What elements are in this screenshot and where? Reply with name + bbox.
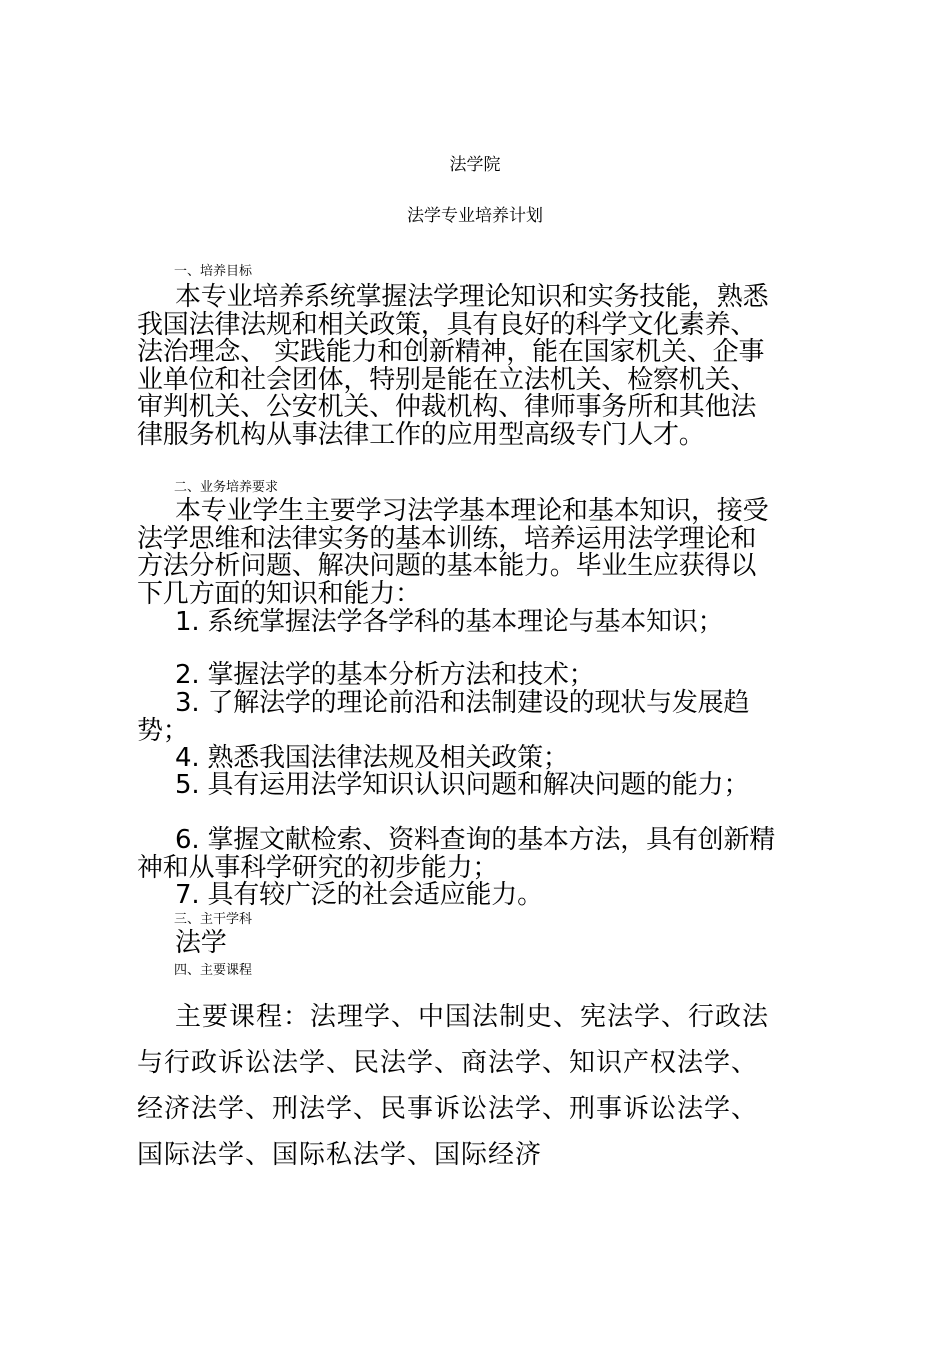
requirement-item: 7. 具有较广泛的社会适应能力。	[175, 880, 543, 910]
section-body-courses: 主要课程：法理学、中国法制史、宪法学、行政法与行政诉讼法学、民法学、商法学、知识产权法学、经济法学、刑法学、民事诉讼法学、刑事诉讼法学、国际法学、国际私法学、国际经济	[137, 1002, 770, 1170]
section-body-requirements: 本专业学生主要学习法学基本理论和基本知识，接受法学思维和法律实务的基本训练，培养运用法学理论和方法分析问题、解决问题的基本能力。毕业生应获得以下几方面的知识和能力：	[137, 496, 769, 609]
requirement-item: 3. 了解法学的理论前沿和法制建设的现状与发展趋势；	[137, 688, 750, 746]
section-heading-discipline: 三、主干学科	[174, 912, 253, 927]
school-name: 法学院	[449, 155, 501, 175]
section-heading-objectives: 一、培养目标	[174, 264, 253, 279]
requirement-item: 4. 熟悉我国法律法规及相关政策；	[175, 743, 569, 773]
plan-title: 法学专业培养计划	[407, 206, 543, 226]
section-heading-courses: 四、主要课程	[174, 963, 253, 978]
section-heading-requirements: 二、业务培养要求	[174, 480, 279, 495]
requirement-item: 1. 系统掌握法学各学科的基本理论与基本知识；	[175, 607, 724, 637]
requirement-item: 6. 掌握文献检索、资料查询的基本方法，具有创新精神和从事科学研究的初步能力；	[137, 825, 776, 883]
section-body-discipline: 法学	[175, 928, 227, 958]
section-body-objectives: 本专业培养系统掌握法学理论知识和实务技能，熟悉我国法律法规和相关政策，具有良好的科学文化素养、 法治理念、 实践能力和创新精神，能在国家机关、企事业单位和社会团体，特别是能在立法机关、检察机关、审判机关、公安机关、仲裁机构、律师事务所和其他法律服务机构从事法律工作的应用型高级专门人才。	[137, 282, 769, 450]
requirement-item: 2. 掌握法学的基本分析方法和技术；	[175, 660, 595, 690]
requirement-item: 5. 具有运用法学知识认识问题和解决问题的能力；	[175, 770, 750, 800]
